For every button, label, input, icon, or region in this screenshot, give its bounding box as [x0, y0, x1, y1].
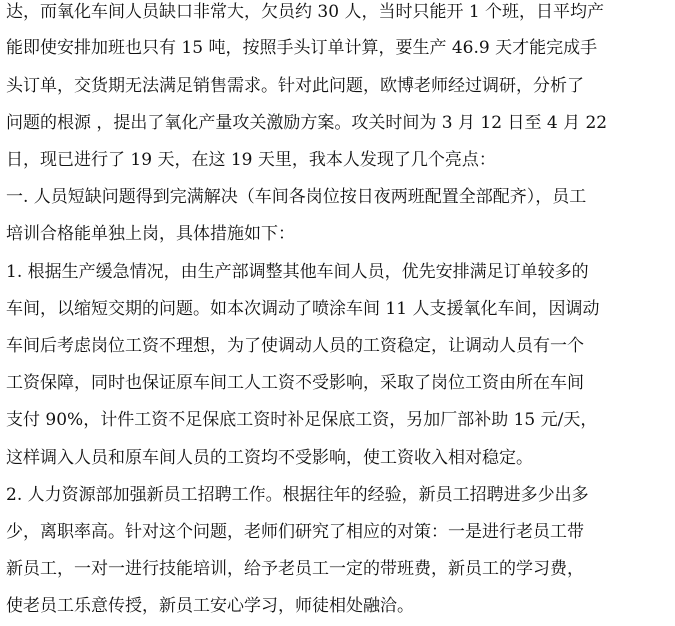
text-line: 问题的根源 ，提出了氧化产量攻关激励方案。攻关时间为 3 月 12 日至 4 月 22 — [6, 113, 608, 133]
text-line: 2. 人力资源部加强新员工招聘工作。根据往年的经验，新员工招聘进多少出多 — [6, 485, 589, 505]
text-line: 少，离职率高。针对这个问题，老师们研究了相应的对策：一是进行老员工带 — [6, 522, 584, 542]
text-line: 这样调入人员和原车间人员的工资均不受影响，使工资收入相对稳定。 — [6, 448, 533, 468]
text-line: 达，而氧化车间人员缺口非常大，欠员约 30 人，当时只能开 1 个班，日平均产 — [6, 2, 605, 22]
text-line: 新员工，一对一进行技能培训，给予老员工一定的带班费，新员工的学习费， — [6, 559, 584, 579]
text-line: 支付 90%，计件工资不足保底工资时补足保底工资，另加厂部补助 15 元/天， — [6, 410, 598, 430]
text-line: 1. 根据生产缓急情况，由生产部调整其他车间人员，优先安排满足订单较多的 — [6, 262, 589, 282]
text-line: 一. 人员短缺问题得到完满解决（车间各岗位按日夜两班配置全部配齐），员工 — [6, 187, 587, 207]
text-line: 使老员工乐意传授，新员工安心学习，师徒相处融洽。 — [6, 596, 414, 616]
text-line: 日，现已进行了 19 天，在这 19 天里，我本人发现了几个亮点： — [6, 150, 496, 170]
text-line: 工资保障，同时也保证原车间工人工资不受影响，采取了岗位工资由所在车间 — [6, 373, 584, 393]
text-line: 培训合格能单独上岗，具体措施如下： — [6, 224, 295, 244]
text-line: 车间，以缩短交期的问题。如本次调动了喷涂车间 11 人支援氧化车间，因调动 — [6, 299, 600, 319]
text-line: 能即使安排加班也只有 15 吨，按照手头订单计算，要生产 46.9 天才能完成手 — [6, 38, 598, 58]
text-line: 头订单，交货期无法满足销售需求。针对此问题，欧博老师经过调研，分析了 — [6, 76, 584, 96]
text-line: 车间后考虑岗位工资不理想，为了使调动人员的工资稳定，让调动人员有一个 — [6, 336, 584, 356]
